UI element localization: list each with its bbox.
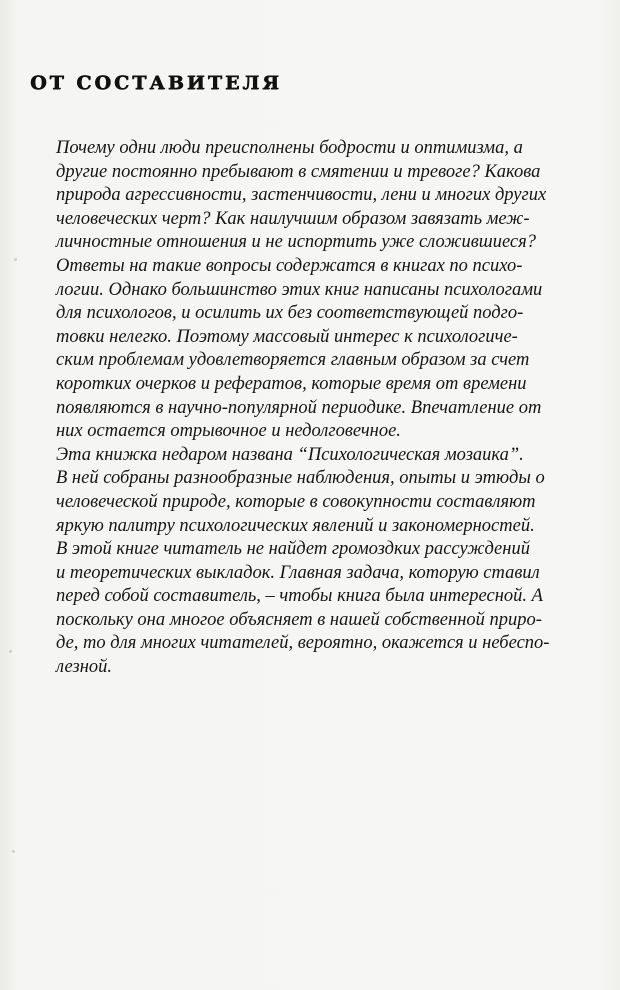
scan-speck <box>12 850 15 853</box>
text-line: де, то для многих читателей, вероятно, окажется и небеспо- <box>56 633 550 654</box>
text-line: природа агрессивности, застенчивости, лени и многих других <box>56 185 547 206</box>
scan-speck <box>14 258 17 261</box>
text-line: для психологов, и осилить их без соответствующей подго- <box>56 303 524 324</box>
text-line: логии. Однако большинство этих книг написаны психологами <box>56 279 543 300</box>
paragraph-1 <box>28 137 550 255</box>
chapter-heading: ОТ СОСТАВИТЕЛЯ <box>30 72 282 94</box>
text-line: и теоретических выкладок. Главная задача, которую ставил <box>56 562 540 583</box>
text-line: Почему одни люди преисполнены бодрости и оптимизма, а <box>56 138 523 158</box>
scan-speck <box>9 650 12 653</box>
text-line: товки нелегко. Поэтому массовый интерес к психологиче- <box>56 326 518 347</box>
text-line: личностные отношения и не испортить уже сложившиеся? <box>56 232 536 253</box>
text-line: поскольку она многое объясняет в нашей собственной приро- <box>56 609 542 630</box>
text-line: ским проблемам удовлетворяется главным образом за счет <box>56 350 530 371</box>
text-line: появляются в научно-популярной периодике. Впечатление от <box>56 397 542 418</box>
text-line: Эта книжка недаром названа “Психологическая мозаика”. <box>56 444 524 465</box>
text-line: другие постоянно пребывают в смятении и тревоге? Какова <box>56 161 541 182</box>
text-line: яркую палитру психологических явлений и закономерностей. <box>56 515 535 536</box>
text-line: них остается отрывочное и недолговечное. <box>56 421 401 442</box>
text-line: В этой книге читатель не найдет громоздких рассуждений <box>56 539 530 560</box>
text-line: В ней собраны разнообразные наблюдения, опыты и этюды о <box>56 468 545 489</box>
paragraph-3 <box>28 444 550 538</box>
body-text <box>28 137 550 680</box>
text-line: лезной. <box>56 657 113 678</box>
text-line: Ответы на такие вопросы содержатся в книгах по психо- <box>56 255 523 276</box>
text-line: человеческих черт? Как наилучшим образом завязать меж- <box>56 208 530 229</box>
text-line: человеческой природе, которые в совокупности составляют <box>56 491 536 512</box>
paragraph-4 <box>28 538 550 680</box>
text-line: коротких очерков и рефератов, которые время от времени <box>56 373 527 394</box>
text-line: перед собой составитель, – чтобы книга была интересной. А <box>56 586 543 607</box>
paragraph-2 <box>28 255 550 444</box>
